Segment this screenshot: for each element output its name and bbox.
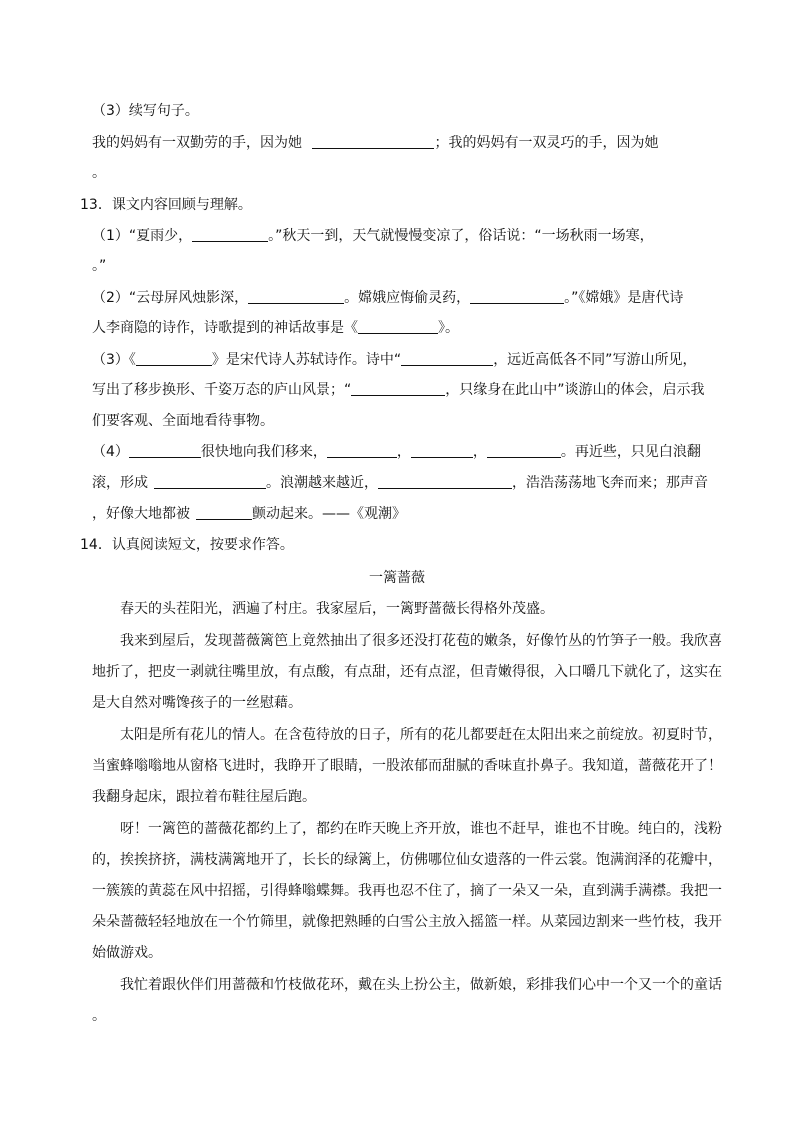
q13-s2-text-a: （2）“云母屏风烛影深， — [92, 290, 249, 306]
q12-sub3-text-a: 我的妈妈有一双勤劳的手，因为她 — [92, 135, 302, 151]
q13-s4-text-i: ，好像大地都被 — [92, 506, 190, 522]
q13-s2-text-e: 》。 — [438, 320, 459, 336]
answer-blank[interactable] — [154, 474, 266, 489]
answer-blank[interactable] — [129, 443, 201, 458]
q13-s4-text-j: 颤动起来。——《观潮》 — [252, 506, 406, 522]
answer-blank[interactable] — [411, 443, 473, 458]
answer-blank[interactable] — [196, 505, 252, 520]
q13-s4-text-e: 。再近些，只见白浪翻 — [560, 444, 701, 460]
q12-sub3-line2: 。 — [92, 165, 106, 181]
q13-heading: 13．课文内容回顾与理解。 — [80, 197, 252, 213]
passage-p3-line1: 太阳是所有花儿的情人。在含苞待放的日子，所有的花儿都要赶在太阳出来之前绽放。初夏时节， — [120, 727, 722, 743]
passage-p2-line3: 是大自然对嘴馋孩子的一丝慰藉。 — [92, 695, 302, 711]
q12-sub3-line1 — [92, 133, 658, 153]
answer-blank[interactable] — [358, 319, 438, 334]
passage-p3-line3: 我翻身起床，跟拉着布鞋往屋后跑。 — [92, 789, 316, 805]
answer-blank[interactable] — [401, 351, 493, 366]
answer-blank[interactable] — [192, 227, 268, 242]
q13-s2-line1 — [92, 288, 683, 308]
q13-s3-text-c: ，远近高低各不同”写游山所见， — [493, 352, 697, 368]
q13-s4-line2 — [92, 473, 708, 493]
passage-p3-line2: 当蜜蜂嗡嗡地从窗格飞进时，我睁开了眼睛，一股浓郁而甜腻的香味直扑鼻子。我知道，蔷薇花开了！ — [92, 758, 722, 774]
q13-s1-text-b: 。”秋天一到，天气就慢慢变凉了，俗话说：“一场秋雨一场寒， — [268, 228, 654, 244]
answer-blank[interactable] — [351, 381, 445, 396]
q13-s4-text-a: （4） — [92, 444, 129, 460]
answer-blank[interactable] — [248, 289, 344, 304]
answer-blank[interactable] — [327, 443, 397, 458]
passage-p1: 春天的头茬阳光，洒遍了村庄。我家屋后，一篱野蔷薇长得格外茂盛。 — [120, 601, 554, 617]
q13-s3-line3: 们要客观、全面地看待事物。 — [92, 413, 274, 429]
q13-s4-text-f: 滚，形成 — [92, 475, 148, 491]
q13-s2-line2 — [92, 318, 459, 338]
passage-p2-line1: 我来到屋后，发现蔷薇篱笆上竟然抽出了很多还没打花苞的嫩条，好像竹丛的竹笋子一般。我欣喜 — [120, 633, 722, 649]
q13-s4-text-d: ， — [472, 444, 487, 460]
q13-s4-line1 — [92, 442, 701, 462]
q13-s3-line1 — [92, 350, 696, 370]
q13-s4-text-g: 。浪潮越来越近， — [266, 475, 378, 491]
q14-heading: 14．认真阅读短文，按要求作答。 — [80, 537, 294, 553]
passage-p4-line3: 一簇簇的黄蕊在风中招摇，引得蜂嗡蝶舞。我再也忍不住了，摘了一朵又一朵，直到满手满襟。我把一 — [92, 883, 722, 899]
q13-s1-line1 — [92, 226, 654, 246]
q12-sub3-text-b: ；我的妈妈有一双灵巧的手，因为她 — [434, 135, 659, 151]
answer-blank[interactable] — [312, 134, 434, 149]
passage-p5-line1: 我忙着跟伙伴们用蔷薇和竹枝做花环，戴在头上扮公主，做新娘，彩排我们心中一个又一个的童话 — [120, 977, 722, 993]
passage-p4-line4: 朵朵蔷薇轻轻地放在一个竹筛里，就像把熟睡的白雪公主放入摇篮一样。从菜园边割来一些竹枝，我开 — [92, 914, 722, 930]
q13-s3-line2 — [92, 380, 705, 400]
q13-s3-text-a: （3）《 — [92, 352, 136, 368]
answer-blank[interactable] — [487, 443, 561, 458]
passage-p4-line2: 的，挨挨挤挤，满枝满篱地开了，长长的绿篱上，仿佛哪位仙女遗落的一件云裳。饱满润泽的花瓣中， — [92, 852, 722, 868]
q13-s3-text-d: 写出了移步换形、千姿万态的庐山风景；“ — [92, 382, 352, 398]
q13-s2-text-b: 。嫦娥应悔偷灵药， — [344, 290, 471, 306]
q13-s4-line3 — [92, 504, 406, 524]
passage-title: 一篱蔷薇 — [369, 570, 425, 586]
answer-blank[interactable] — [378, 474, 512, 489]
passage-p5-line2: 。 — [92, 1008, 106, 1024]
q13-s4-text-h: ，浩浩荡荡地飞奔而来；那声音 — [512, 475, 708, 491]
q12-sub3-heading: （3）续写句子。 — [92, 103, 199, 119]
answer-blank[interactable] — [470, 289, 564, 304]
q13-s2-text-d: 人李商隐的诗作，诗歌提到的神话故事是《 — [92, 320, 358, 336]
q13-s1-text-a: （1）“夏雨少， — [92, 228, 193, 244]
q13-s3-text-b: 》是宋代诗人苏轼诗作。诗中“ — [211, 352, 402, 368]
passage-p4-line5: 始做游戏。 — [92, 945, 162, 961]
q13-s4-text-b: 很快地向我们移来， — [200, 444, 327, 460]
passage-p4-line1: 呀！一篱笆的蔷薇花都约上了，都约在昨天晚上齐开放，谁也不赶早，谁也不甘晚。纯白的，浅粉 — [120, 821, 722, 837]
answer-blank[interactable] — [136, 351, 212, 366]
q13-s2-text-c: 。”《嫦娥》是唐代诗 — [564, 290, 684, 306]
q13-s4-text-c: ， — [396, 444, 411, 460]
q13-s3-text-e: ，只缘身在此山中”谈游山的体会，启示我 — [445, 382, 705, 398]
passage-p2-line2: 地折了，把皮一剥就往嘴里放，有点酸，有点甜，还有点涩，但青嫩得很，入口嚼几下就化了，这实在 — [92, 664, 722, 680]
q13-s1-line2: 。” — [92, 258, 107, 274]
